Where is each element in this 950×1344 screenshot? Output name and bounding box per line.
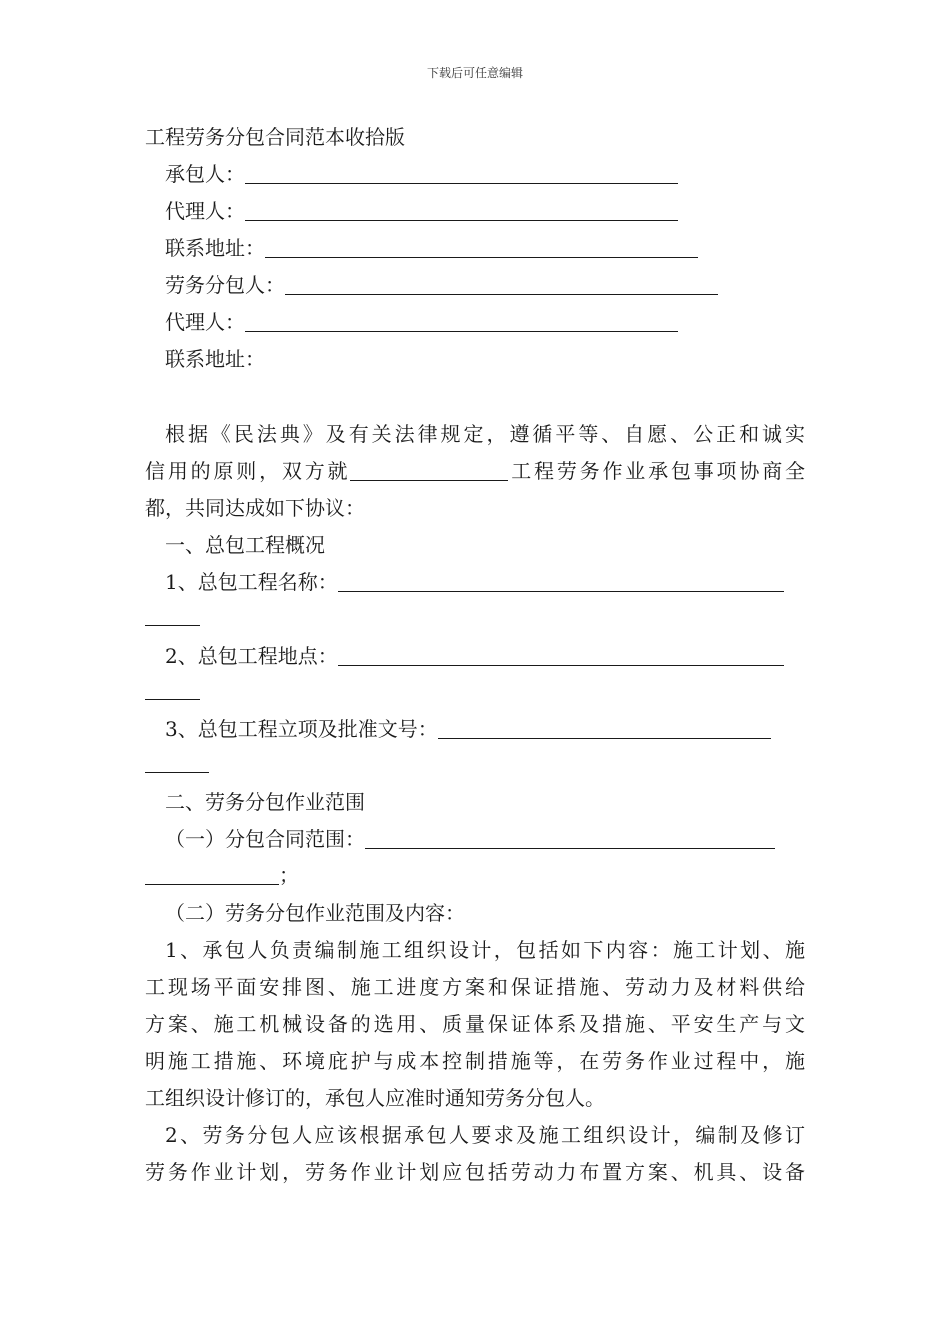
project-approval-field — [165, 716, 771, 742]
paragraph-1-line-1: 1、承包人负责编制施工组织设计，包括如下内容：施工计划、施 — [165, 938, 805, 962]
subcontractor-agent-label: 代理人： — [165, 310, 245, 334]
subcontract-scope-label: （一）分包合同范围： — [165, 827, 365, 851]
project-name-label: 1、总包工程名称： — [165, 570, 338, 594]
intro-line-2-a: 信用的原则，双方就 — [145, 459, 351, 483]
subcontract-scope-end: ； — [279, 863, 299, 887]
project-location-blank[interactable] — [338, 645, 784, 666]
project-name-blank-cont[interactable] — [145, 605, 200, 626]
project-approval-blank[interactable] — [438, 718, 771, 739]
contractor-label: 承包人： — [165, 162, 245, 186]
project-name-value-blank[interactable] — [338, 571, 784, 592]
contractor-field — [165, 161, 678, 187]
project-location-label: 2、总包工程地点： — [165, 644, 338, 668]
document-title: 工程劳务分包合同范本收拾版 — [145, 125, 405, 149]
paragraph-2-line-2: 劳务作业计划，劳务作业计划应包括劳动力布置方案、机具、设备 — [145, 1160, 805, 1184]
section-2-subheading: （二）劳务分包作业范围及内容： — [165, 901, 465, 925]
intro-line-1: 根据《民法典》及有关法律规定，遵循平等、自愿、公正和诚实 — [165, 422, 805, 446]
intro-line-2 — [145, 458, 805, 484]
subcontractor-blank[interactable] — [285, 274, 718, 295]
paragraph-1-line-2: 工现场平面安排图、施工进度方案和保证措施、劳动力及材料供给 — [145, 975, 805, 999]
paragraph-1-line-4: 明施工措施、环境庇护与成本控制措施等，在劳务作业过程中，施 — [145, 1049, 805, 1073]
subcontractor-label: 劳务分包人： — [165, 273, 285, 297]
subcontract-scope-blank-cont[interactable] — [145, 864, 279, 885]
paragraph-1-line-5: 工组织设计修订的，承包人应准时通知劳务分包人。 — [145, 1086, 605, 1110]
subcontract-scope-blank[interactable] — [365, 828, 775, 849]
project-location-continuation — [145, 677, 200, 703]
contractor-address-field — [165, 235, 698, 261]
subcontractor-agent-blank[interactable] — [245, 311, 678, 332]
contractor-agent-label: 代理人： — [165, 199, 245, 223]
project-approval-label: 3、总包工程立项及批准文号： — [165, 717, 438, 741]
project-location-blank-cont[interactable] — [145, 679, 200, 700]
project-approval-blank-cont[interactable] — [145, 752, 209, 773]
project-location-field — [165, 643, 784, 669]
paragraph-2-line-1: 2、劳务分包人应该根据承包人要求及施工组织设计，编制及修订 — [165, 1123, 805, 1147]
subcontractor-agent-field — [165, 309, 678, 335]
subcontractor-field — [165, 272, 718, 298]
project-name-blank[interactable] — [350, 460, 508, 481]
subcontractor-address-label: 联系地址： — [165, 347, 265, 371]
subcontract-scope-field — [165, 826, 775, 852]
contractor-blank[interactable] — [245, 163, 678, 184]
contractor-agent-field — [165, 198, 678, 224]
contractor-address-label: 联系地址： — [165, 236, 265, 260]
project-name-continuation — [145, 603, 200, 629]
section-2-heading: 二、劳务分包作业范围 — [165, 790, 365, 814]
project-name-field — [165, 569, 784, 595]
contractor-address-blank[interactable] — [265, 237, 698, 258]
section-1-heading: 一、总包工程概况 — [165, 533, 325, 557]
subcontractor-address-field — [165, 346, 265, 372]
project-approval-continuation — [145, 750, 209, 776]
paragraph-1-line-3: 方案、施工机械设备的选用、质量保证体系及措施、平安生产与文 — [145, 1012, 805, 1036]
intro-line-3: 都，共同达成如下协议： — [145, 496, 365, 520]
subcontract-scope-continuation — [145, 862, 299, 888]
header-note: 下载后可任意编辑 — [426, 66, 523, 80]
intro-line-2-b: 工程劳务作业承包事项协商全 — [508, 459, 806, 483]
contractor-agent-blank[interactable] — [245, 200, 678, 221]
